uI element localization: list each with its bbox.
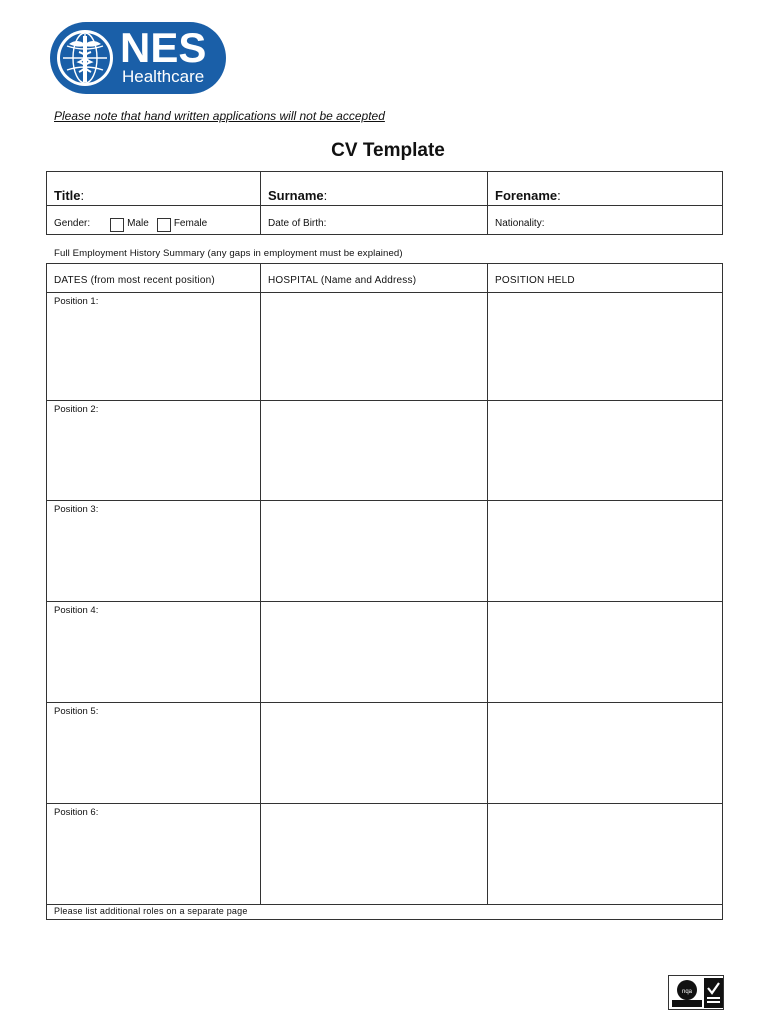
dob-label: Date of Birth: [268, 218, 327, 229]
nationality-label: Nationality: [495, 218, 545, 229]
position-6-held[interactable] [488, 804, 723, 905]
table-row [47, 804, 723, 905]
dob-field[interactable] [261, 206, 488, 235]
hospital-header: HOSPITAL (Name and Address) [261, 264, 488, 293]
title-label: Title [54, 188, 81, 203]
table-row [47, 501, 723, 602]
caduceus-globe-icon [55, 28, 115, 88]
additional-roles-note: Please list additional roles on a separate page [47, 905, 723, 920]
position-header: POSITION HELD [488, 264, 723, 293]
position-5-hospital[interactable] [261, 703, 488, 804]
logo-wordmark: NES [120, 24, 207, 71]
position-1-hospital[interactable] [261, 293, 488, 401]
employment-summary-heading: Full Employment History Summary (any gaps in employment must be explained) [54, 248, 403, 259]
female-option-label: Female [173, 218, 208, 229]
svg-text:nqa: nqa [681, 989, 693, 995]
position-5-held[interactable] [488, 703, 723, 804]
forename-field[interactable]: Forename: [488, 172, 723, 206]
ukas-tick-icon [704, 978, 723, 1008]
table-footer-row [47, 905, 723, 920]
table-header-row [47, 264, 723, 293]
table-row [47, 293, 723, 401]
position-4-hospital[interactable] [261, 602, 488, 703]
dates-header: DATES (from most recent position) [47, 264, 261, 293]
female-checkbox[interactable] [157, 218, 171, 232]
employment-history-table [46, 263, 723, 920]
position-4-dates[interactable]: Position 4: [47, 602, 261, 703]
iso-9001-logo [671, 978, 703, 1008]
position-2-held[interactable] [488, 401, 723, 501]
gender-label: Gender: [54, 218, 91, 229]
gender-field [47, 206, 261, 235]
position-5-dates[interactable]: Position 5: [47, 703, 261, 804]
position-3-hospital[interactable] [261, 501, 488, 602]
title-field[interactable]: Title: [47, 172, 261, 206]
position-2-dates[interactable]: Position 2: [47, 401, 261, 501]
page-title: CV Template [331, 140, 445, 161]
surname-field[interactable]: Surname: [261, 172, 488, 206]
position-6-dates[interactable]: Position 6: [47, 804, 261, 905]
table-row [47, 602, 723, 703]
handwritten-notice: Please note that hand written applications will not be accepted [54, 109, 385, 123]
table-row [47, 703, 723, 804]
personal-details-table [46, 171, 723, 235]
position-3-held[interactable] [488, 501, 723, 602]
position-3-dates[interactable]: Position 3: [47, 501, 261, 602]
male-option-label: Male [127, 218, 149, 229]
iso-certification-badge [668, 975, 724, 1010]
position-6-hospital[interactable] [261, 804, 488, 905]
forename-label: Forename [495, 188, 558, 203]
nationality-field[interactable] [488, 206, 723, 235]
table-row [47, 401, 723, 501]
logo-subtitle: Healthcare [122, 67, 205, 86]
position-1-held[interactable] [488, 293, 723, 401]
position-4-held[interactable] [488, 602, 723, 703]
position-1-dates[interactable]: Position 1: [47, 293, 261, 401]
surname-label: Surname [268, 188, 324, 203]
position-2-hospital[interactable] [261, 401, 488, 501]
male-checkbox[interactable] [110, 218, 124, 232]
nes-healthcare-logo [50, 22, 226, 94]
